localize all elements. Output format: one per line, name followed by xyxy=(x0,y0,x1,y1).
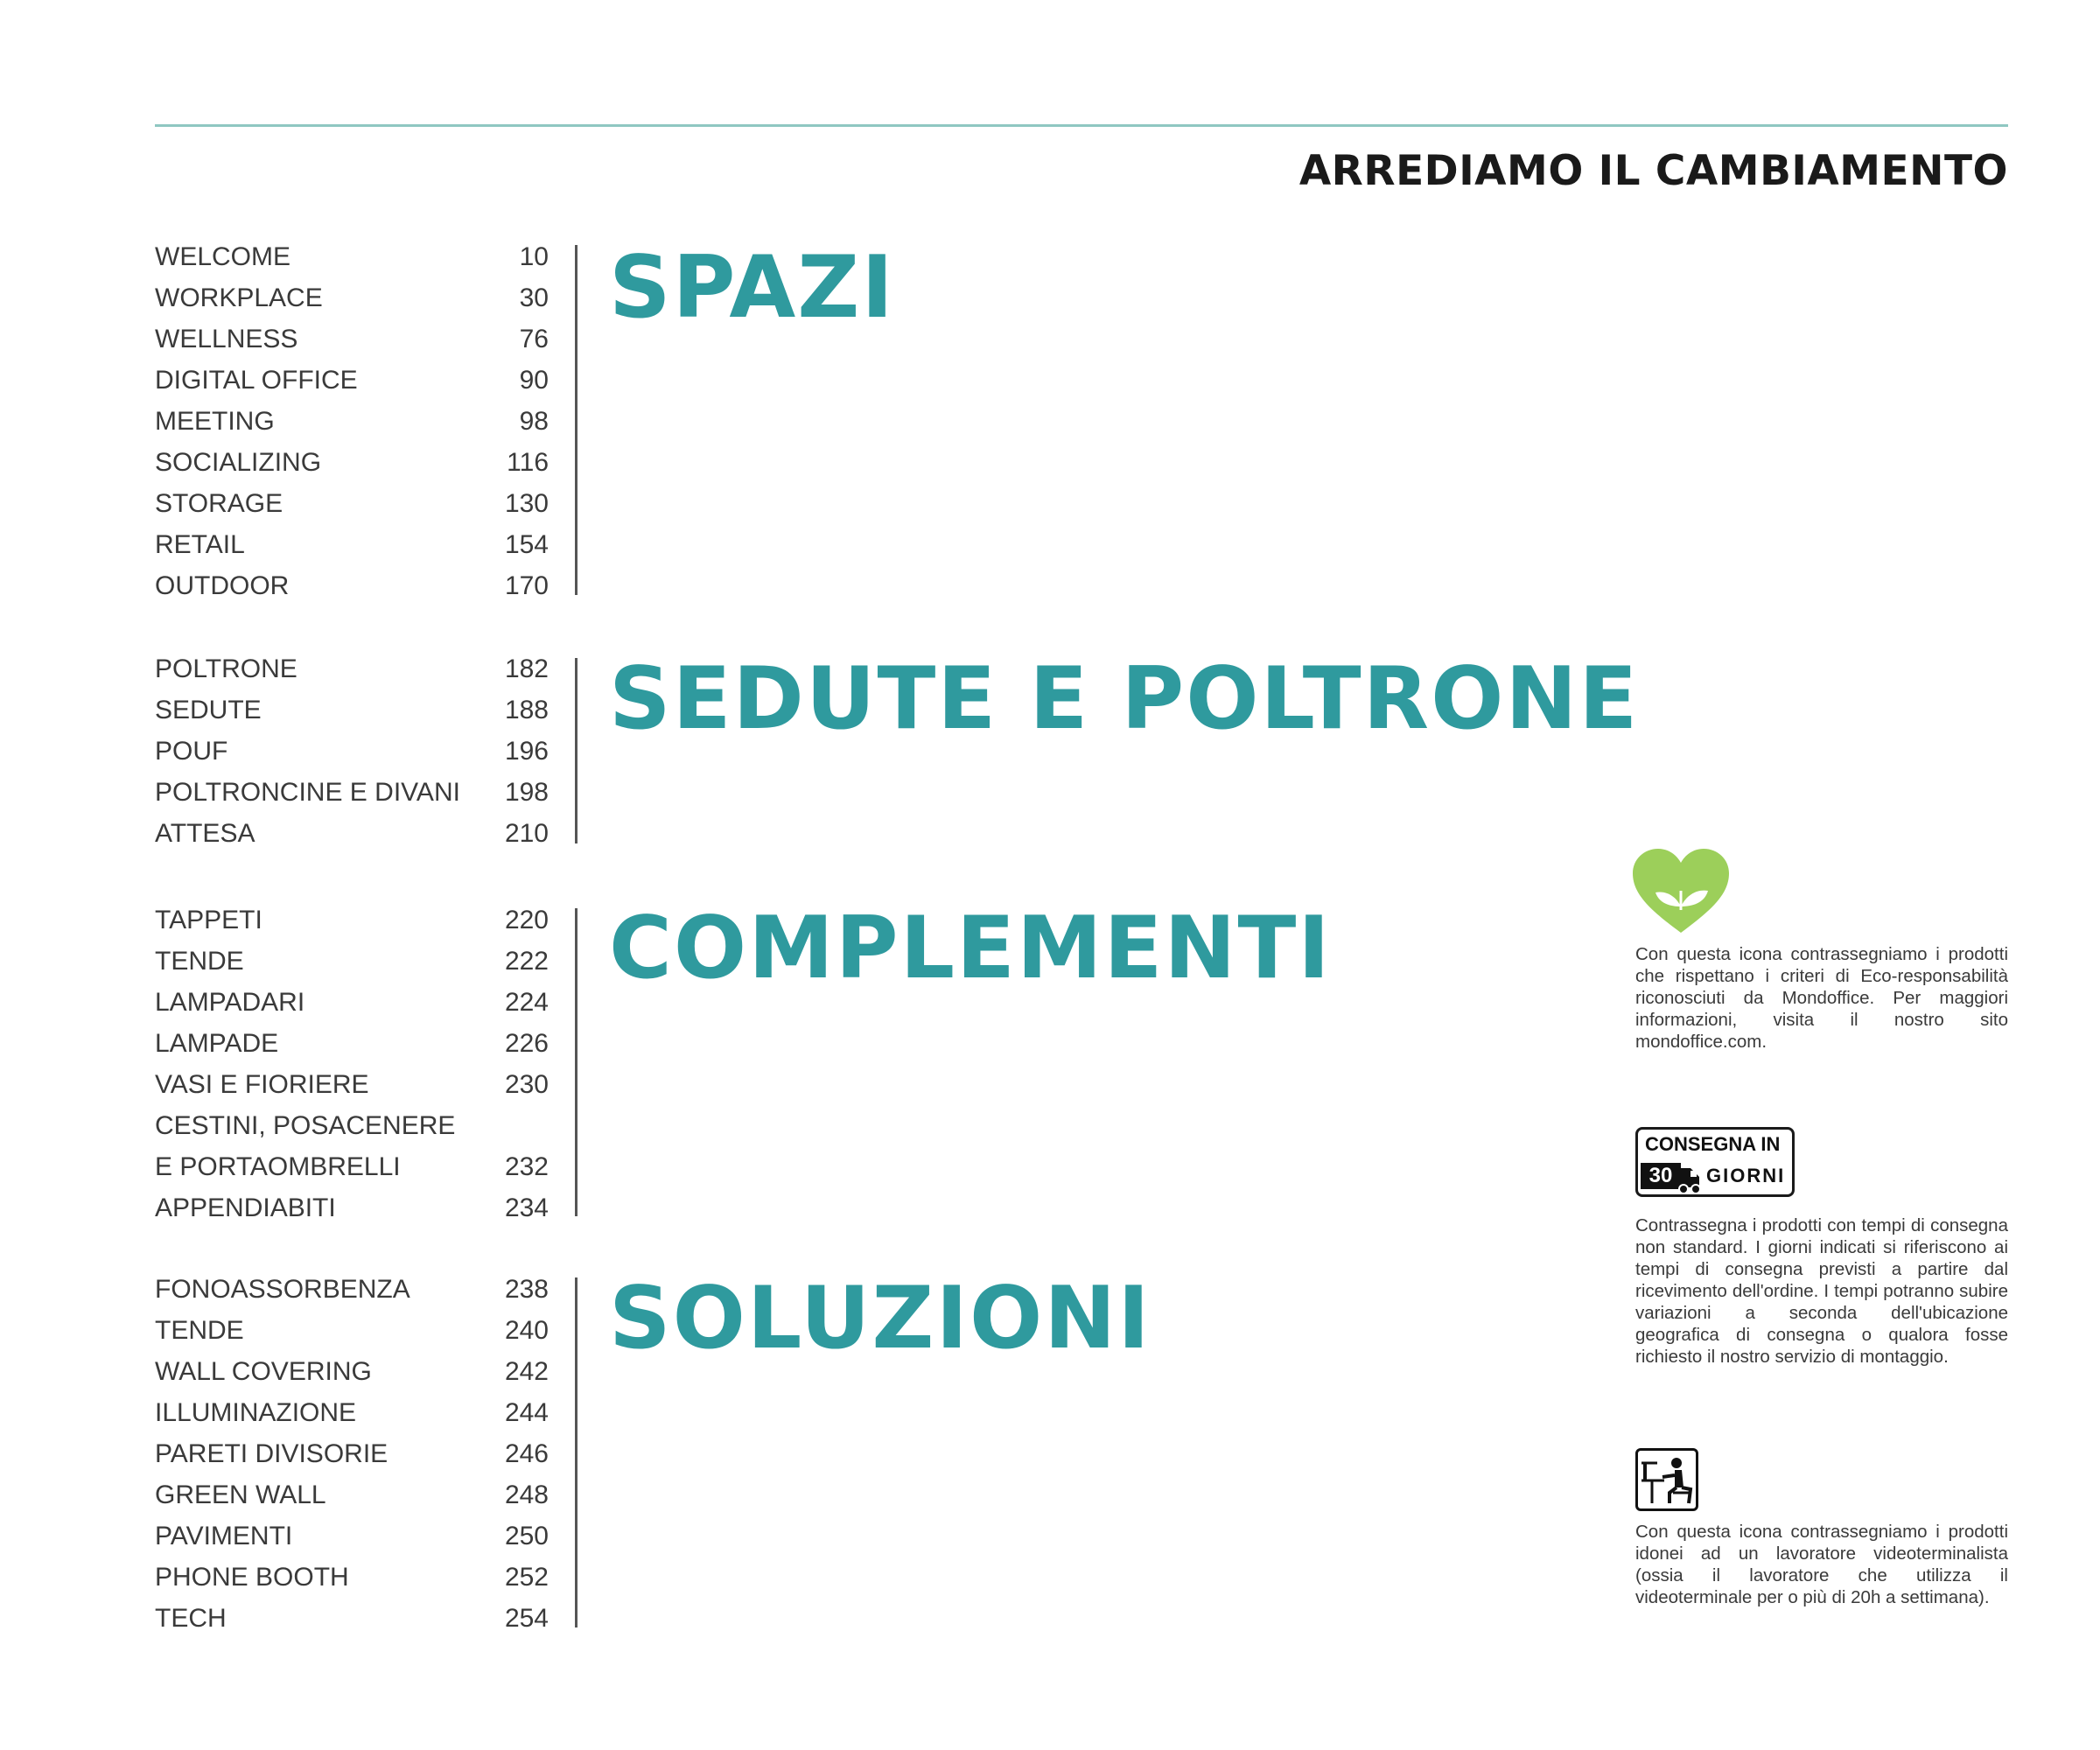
toc-entry-label: VASI E FIORIERE xyxy=(155,1070,369,1099)
toc-list xyxy=(155,1269,549,1639)
toc-entry-page: 220 xyxy=(504,906,549,934)
toc-entry[interactable] xyxy=(155,690,549,731)
toc-entry-label: ILLUMINAZIONE xyxy=(155,1398,357,1427)
toc-entry-page: 10 xyxy=(519,242,549,271)
toc-entry-page: 182 xyxy=(504,654,549,683)
toc-entry[interactable] xyxy=(155,1146,549,1187)
toc-entry-page: 222 xyxy=(504,947,549,976)
toc-entry-label: RETAIL xyxy=(155,530,245,559)
toc-entry[interactable] xyxy=(155,1474,549,1516)
toc-entry-label: WELLNESS xyxy=(155,325,298,354)
toc-entry-page: 130 xyxy=(504,489,549,518)
toc-list xyxy=(155,236,549,606)
toc-entry-page: 30 xyxy=(519,284,549,312)
toc-entry[interactable] xyxy=(155,1392,549,1433)
toc-entry-page: 254 xyxy=(504,1604,549,1633)
section-divider xyxy=(575,908,578,1216)
delivery-badge xyxy=(1635,1127,1795,1197)
toc-entry-label: POUF xyxy=(155,737,228,766)
toc-entry-label: PARETI DIVISORIE xyxy=(155,1439,388,1468)
toc-entry-label: TAPPETI xyxy=(155,906,262,934)
toc-entry[interactable] xyxy=(155,1064,549,1105)
toc-entry-page: 196 xyxy=(504,737,549,766)
toc-entry-page: 232 xyxy=(504,1152,549,1181)
toc-entry[interactable] xyxy=(155,1105,549,1146)
toc-entry[interactable] xyxy=(155,565,549,606)
toc-entry[interactable] xyxy=(155,360,549,401)
toc-entry-label: WELCOME xyxy=(155,242,291,271)
section-divider xyxy=(575,658,578,844)
toc-entry-label: TECH xyxy=(155,1604,227,1633)
toc-entry-label: SEDUTE xyxy=(155,696,262,724)
section-title[interactable]: SPAZI xyxy=(609,238,895,338)
toc-entry-label: ATTESA xyxy=(155,819,256,848)
section-title[interactable]: SEDUTE E POLTRONE xyxy=(609,649,1640,749)
toc-entry-page: 154 xyxy=(504,530,549,559)
section-divider xyxy=(575,1278,578,1628)
toc-entry[interactable] xyxy=(155,772,549,813)
toc-entry-page: 226 xyxy=(504,1029,549,1058)
toc-entry[interactable] xyxy=(155,1023,549,1064)
toc-entry[interactable] xyxy=(155,982,549,1023)
delivery-legend-text: Contrassegna i prodotti con tempi di consegna non standard. I giorni indicati si riferiscono ai tempi di consegna previsti a partire dal ricevimento dell'ordine. I tempi potranno subire variazioni a seconda dell'ubicazione geografica di consegna o qualora fosse richiesto il nostro servizio di montaggio. xyxy=(1635,1215,2008,1367)
toc-entry-label: GREEN WALL xyxy=(155,1480,326,1509)
top-rule xyxy=(155,124,2008,127)
toc-entry-label: LAMPADARI xyxy=(155,988,305,1017)
toc-entry-page: 76 xyxy=(519,325,549,354)
toc-entry-page: 198 xyxy=(504,778,549,807)
section-title[interactable]: SOLUZIONI xyxy=(609,1269,1152,1368)
toc-entry[interactable] xyxy=(155,813,549,854)
toc-entry-label: FONOASSORBENZA xyxy=(155,1275,410,1304)
toc-entry-label: APPENDIABITI xyxy=(155,1194,336,1222)
toc-entry-label: TENDE xyxy=(155,1316,244,1345)
toc-entry-page: 242 xyxy=(504,1357,549,1386)
toc-entry-page: 98 xyxy=(519,407,549,436)
badge-top-label: CONSEGNA IN xyxy=(1645,1133,1781,1155)
toc-entry-page: 252 xyxy=(504,1563,549,1592)
eco-heart-leaf-icon xyxy=(1633,849,1729,934)
toc-entry[interactable] xyxy=(155,277,549,318)
toc-entry[interactable] xyxy=(155,236,549,277)
toc-entry[interactable] xyxy=(155,524,549,565)
toc-entry-page: 210 xyxy=(504,819,549,848)
toc-entry-label: PAVIMENTI xyxy=(155,1522,293,1550)
toc-entry[interactable] xyxy=(155,1516,549,1557)
toc-entry-page: 248 xyxy=(504,1480,549,1509)
toc-entry-label: E PORTAOMBRELLI xyxy=(155,1152,401,1181)
tagline: ARREDIAMO IL CAMBIAMENTO xyxy=(1298,147,2008,195)
toc-entry-page: 238 xyxy=(504,1275,549,1304)
toc-entry-page: 188 xyxy=(504,696,549,724)
toc-entry[interactable] xyxy=(155,648,549,690)
toc-entry[interactable] xyxy=(155,1557,549,1598)
video-terminal-worker-icon xyxy=(1635,1448,1698,1511)
toc-entry[interactable] xyxy=(155,401,549,442)
toc-entry[interactable] xyxy=(155,1351,549,1392)
toc-entry-label: DIGITAL OFFICE xyxy=(155,366,358,395)
toc-entry-page: 240 xyxy=(504,1316,549,1345)
toc-entry[interactable] xyxy=(155,442,549,483)
toc-entry[interactable] xyxy=(155,1187,549,1228)
delivery-truck-icon xyxy=(1678,1165,1704,1194)
toc-entry[interactable] xyxy=(155,1598,549,1639)
toc-entry-label: WALL COVERING xyxy=(155,1357,372,1386)
eco-legend-text: Con questa icona contrassegniamo i prodotti che rispettano i criteri di Eco-responsabilità riconosciuti da Mondoffice. Per maggiori informazioni, visita il nostro sito mondoffice.com. xyxy=(1635,944,2008,1052)
toc-entry-label: LAMPADE xyxy=(155,1029,279,1058)
toc-entry-label: OUTDOOR xyxy=(155,571,290,600)
toc-entry[interactable] xyxy=(155,483,549,524)
toc-entry-label: TENDE xyxy=(155,947,244,976)
toc-entry[interactable] xyxy=(155,941,549,982)
toc-entry-page: 170 xyxy=(504,571,549,600)
section-title[interactable]: COMPLEMENTI xyxy=(609,899,1332,998)
toc-entry[interactable] xyxy=(155,900,549,941)
toc-entry-page: 90 xyxy=(519,366,549,395)
toc-entry-page: 244 xyxy=(504,1398,549,1427)
toc-entry[interactable] xyxy=(155,1433,549,1474)
toc-list xyxy=(155,648,549,854)
toc-entry-label: PHONE BOOTH xyxy=(155,1563,349,1592)
toc-entry-page: 234 xyxy=(504,1194,549,1222)
section-divider xyxy=(575,245,578,595)
toc-entry[interactable] xyxy=(155,1269,549,1310)
toc-entry-page: 116 xyxy=(507,448,549,477)
toc-entry-label: MEETING xyxy=(155,407,275,436)
toc-entry-label: POLTRONCINE E DIVANI xyxy=(155,778,460,807)
toc-entry-page: 250 xyxy=(504,1522,549,1550)
toc-entry[interactable] xyxy=(155,318,549,360)
toc-entry[interactable] xyxy=(155,1310,549,1351)
toc-entry-page: 246 xyxy=(504,1439,549,1468)
vdt-legend-text: Con questa icona contrassegniamo i prodotti idonei ad un lavoratore videoterminalista (ossia il lavoratore che utilizza il videoterminale per o più di 20h a settimana). xyxy=(1635,1522,2008,1607)
toc-list xyxy=(155,900,549,1228)
toc-entry-label: WORKPLACE xyxy=(155,284,323,312)
toc-entry-page: 224 xyxy=(504,988,549,1017)
badge-days-number: 30 xyxy=(1641,1163,1681,1189)
toc-entry-label: SOCIALIZING xyxy=(155,448,322,477)
toc-entry-label: CESTINI, POSACENERE xyxy=(155,1111,456,1140)
toc-entry-label: STORAGE xyxy=(155,489,284,518)
toc-entry[interactable] xyxy=(155,731,549,772)
toc-entry-page: 230 xyxy=(504,1070,549,1099)
toc-entry-label: POLTRONE xyxy=(155,654,298,683)
badge-bottom-label: GIORNI xyxy=(1706,1165,1786,1186)
